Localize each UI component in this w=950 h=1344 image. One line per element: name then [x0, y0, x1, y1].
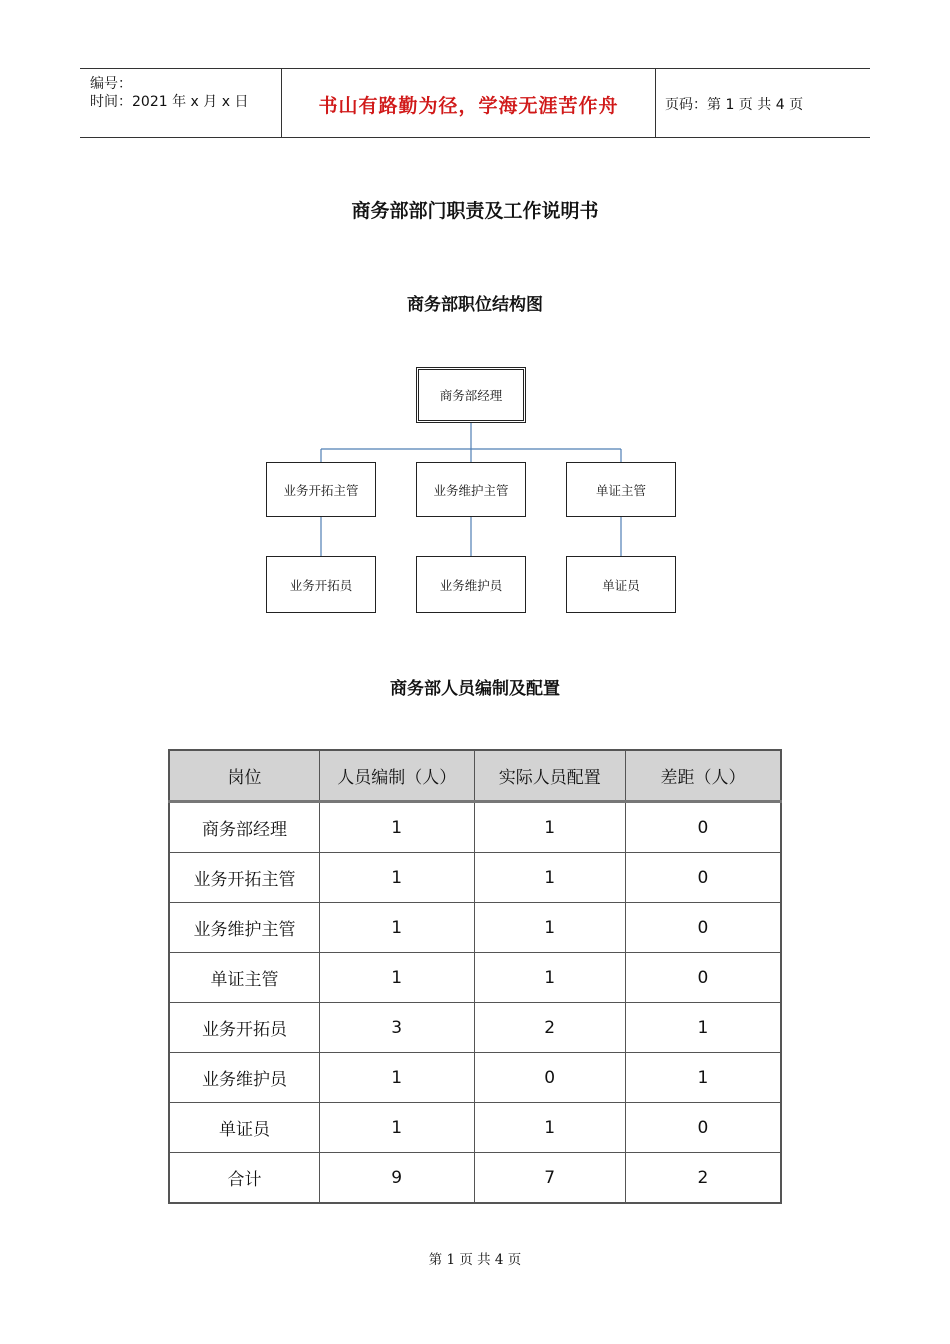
cell-quota: 1 [319, 1103, 474, 1153]
cell-position: 业务开拓员 [169, 1003, 319, 1053]
cell-gap: 0 [625, 903, 781, 953]
cell-quota: 1 [319, 953, 474, 1003]
cell-position: 业务开拓主管 [169, 853, 319, 903]
cell-gap: 0 [625, 953, 781, 1003]
page-footer: 第 1 页 共 4 页 [428, 1252, 522, 1268]
table-row [169, 853, 781, 903]
org-box-supervisor-2: 业务维护主管 [416, 462, 526, 517]
org-box-manager: 商务部经理 [416, 367, 526, 423]
staffing-table [168, 749, 782, 1204]
cell-position: 业务维护员 [169, 1053, 319, 1103]
cell-quota: 9 [319, 1153, 474, 1204]
column-header-gap: 差距（人） [625, 750, 781, 802]
table-row [169, 903, 781, 953]
cell-actual: 1 [474, 853, 625, 903]
document-title: 商务部部门职责及工作说明书 [351, 200, 599, 222]
org-box-staff-3: 单证员 [566, 556, 676, 613]
column-header-actual: 实际人员配置 [474, 750, 625, 802]
header-left [80, 69, 281, 137]
document-number: 编号： [90, 76, 132, 92]
table-row [169, 802, 781, 853]
header-motto: 书山有路勤为径，学海无涯苦作舟 [318, 95, 619, 117]
cell-actual: 2 [474, 1003, 625, 1053]
org-box-staff-2: 业务维护员 [416, 556, 526, 613]
cell-quota: 3 [319, 1003, 474, 1053]
cell-actual: 7 [474, 1153, 625, 1204]
header-page-number: 页码：第 1 页 共 4 页 [665, 97, 804, 113]
cell-quota: 1 [319, 802, 474, 853]
org-box-supervisor-1: 业务开拓主管 [266, 462, 376, 517]
table-row [169, 953, 781, 1003]
cell-position: 业务维护主管 [169, 903, 319, 953]
cell-gap: 0 [625, 802, 781, 853]
org-box-supervisor-3: 单证主管 [566, 462, 676, 517]
column-header-position: 岗位 [169, 750, 319, 802]
table-row [169, 1053, 781, 1103]
header-right [655, 69, 870, 137]
cell-position: 商务部经理 [169, 802, 319, 853]
table-row [169, 1003, 781, 1053]
page-header [80, 68, 870, 138]
cell-position: 单证员 [169, 1103, 319, 1153]
cell-gap: 0 [625, 1103, 781, 1153]
org-box-staff-1: 业务开拓员 [266, 556, 376, 613]
column-header-quota: 人员编制（人） [319, 750, 474, 802]
cell-gap: 0 [625, 853, 781, 903]
cell-quota: 1 [319, 853, 474, 903]
cell-actual: 0 [474, 1053, 625, 1103]
cell-gap: 2 [625, 1153, 781, 1204]
cell-position: 单证主管 [169, 953, 319, 1003]
table-row-total [169, 1153, 781, 1204]
table-header-row [169, 750, 781, 802]
cell-actual: 1 [474, 1103, 625, 1153]
document-date: 时间：2021 年 x 月 x 日 [90, 94, 249, 110]
cell-actual: 1 [474, 802, 625, 853]
cell-actual: 1 [474, 903, 625, 953]
cell-gap: 1 [625, 1053, 781, 1103]
header-center [281, 69, 656, 137]
cell-quota: 1 [319, 1053, 474, 1103]
cell-gap: 1 [625, 1003, 781, 1053]
cell-position: 合计 [169, 1153, 319, 1204]
table-row [169, 1103, 781, 1153]
cell-actual: 1 [474, 953, 625, 1003]
cell-quota: 1 [319, 903, 474, 953]
org-chart-heading: 商务部职位结构图 [407, 295, 543, 315]
staffing-heading: 商务部人员编制及配置 [390, 679, 560, 699]
